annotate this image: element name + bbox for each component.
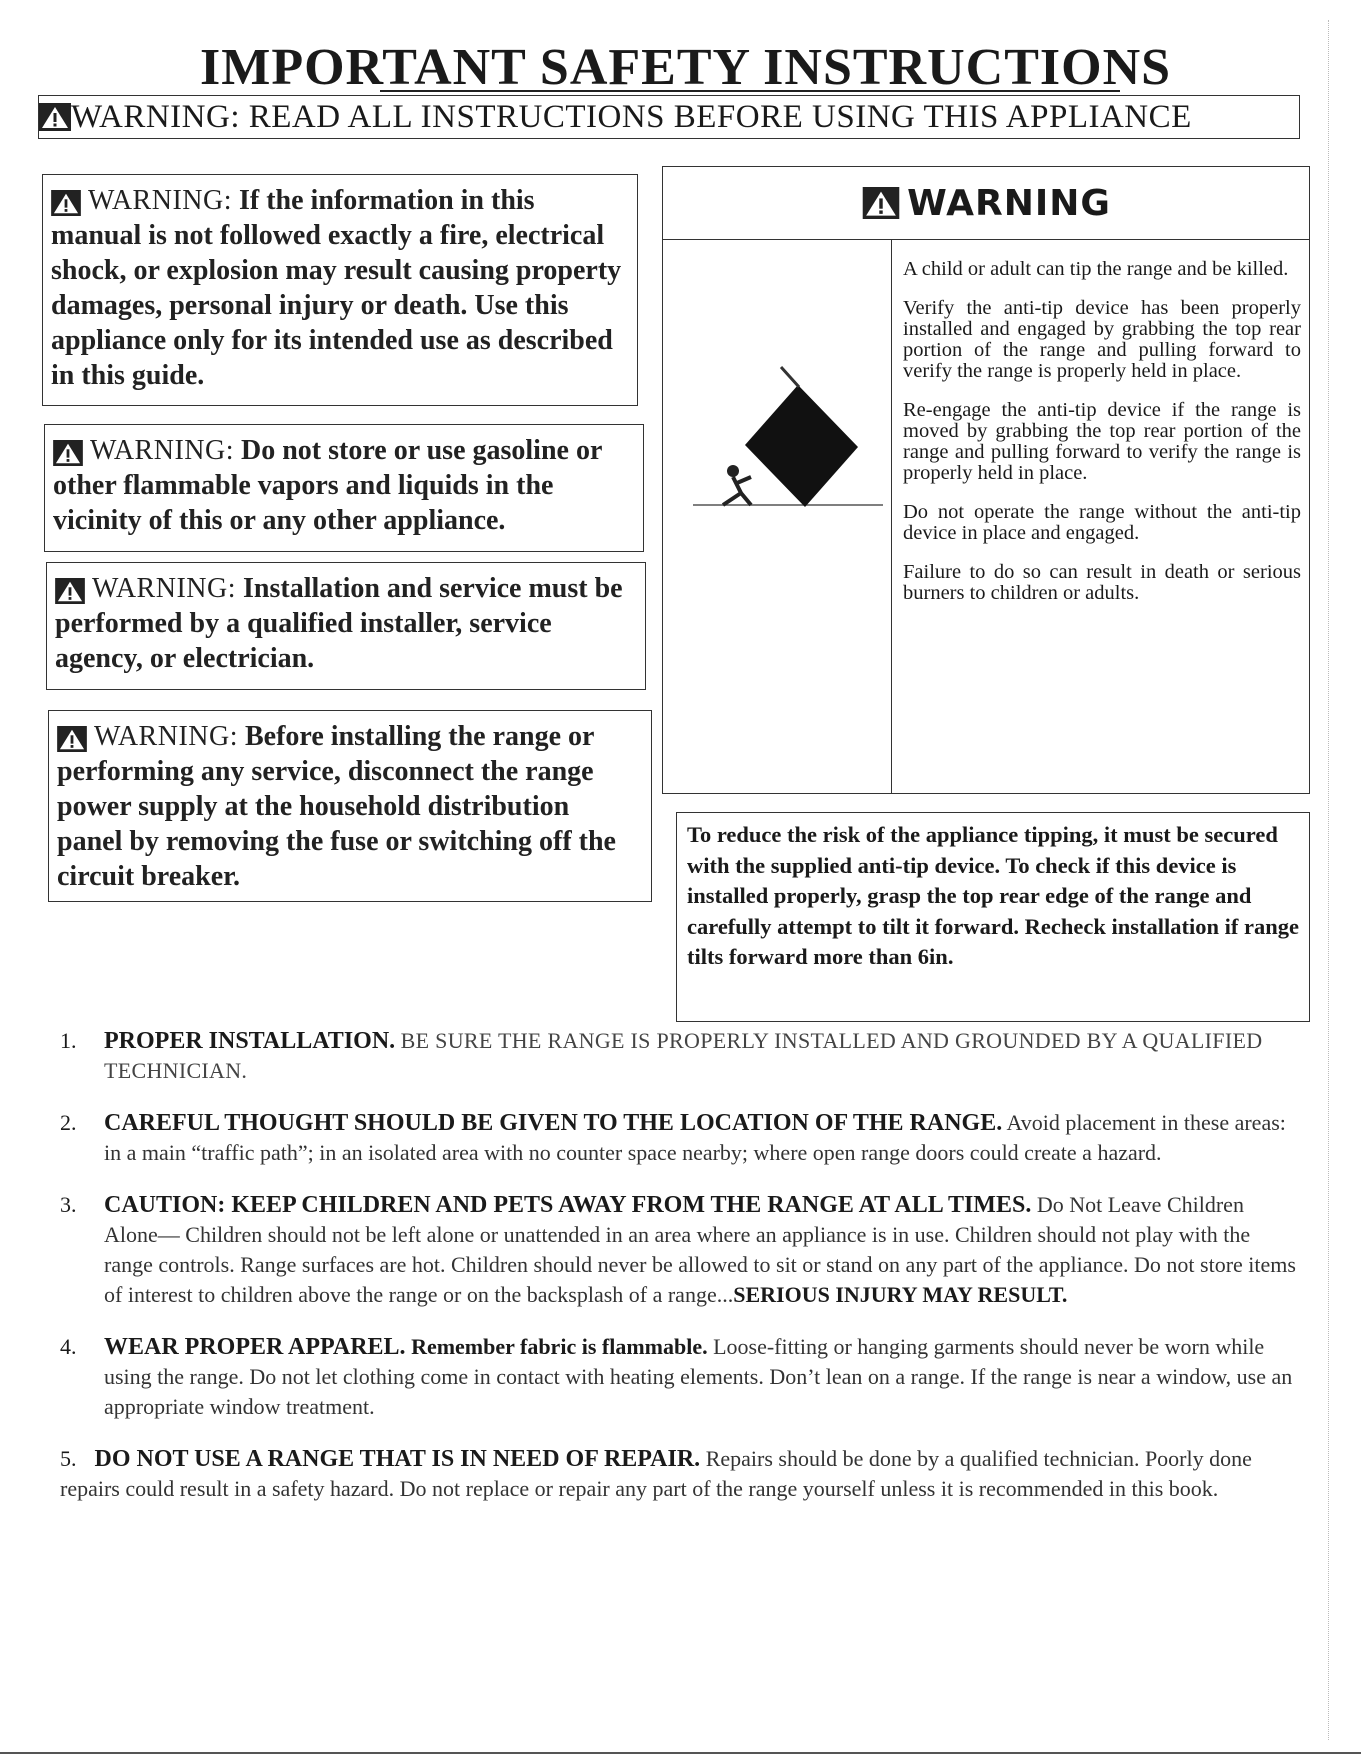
item-emphasis: Remember fabric is flammable. [411, 1334, 708, 1359]
list-item [60, 1444, 1300, 1504]
warning-triangle-icon [53, 440, 83, 466]
title-underline [380, 90, 1120, 92]
warning-text: Before installing the range or performing any service, disconnect the range power supply at the household distribution panel by removing the fuse or switching off the circuit breaker. [57, 721, 616, 892]
item-heading: CAREFUL THOUGHT SHOULD BE GIVEN TO THE LOCATION OF THE RANGE. [104, 1110, 1003, 1136]
warning-text: Installation and service must be performed by a qualified installer, service agency, or electrician. [55, 573, 623, 674]
anti-tip-warning-text [903, 259, 1301, 622]
safety-instructions-list [60, 1026, 1300, 1526]
item-heading: WEAR PROPER APPAREL. [104, 1334, 406, 1360]
item-heading: PROPER INSTALLATION. [104, 1028, 396, 1054]
item-body: Repairs should be done by a qualified technician. Poorly done repairs could result in a safety hazard. Do not replace or repair any part of the range yourself unless it is recommended in this book. [60, 1446, 1252, 1501]
warning-text: Do not store or use gasoline or other flammable vapors and liquids in the vicinity of this or any other appliance. [53, 435, 602, 536]
warning-box-installation [46, 562, 646, 690]
anti-tip-check-note: To reduce the risk of the appliance tipping, it must be secured with the supplied anti-tip device. To check if this device is installed properly, grasp the top rear edge of the range and carefully attempt to tilt it forward. Recheck installation if range tilts forward more than 6in. [676, 812, 1310, 1022]
warning-box-flammables [44, 424, 644, 552]
list-item [60, 1332, 1300, 1422]
item-heading: DO NOT USE A RANGE THAT IS IN NEED OF REPAIR. [94, 1446, 701, 1472]
item-tail: SERIOUS INJURY MAY RESULT. [733, 1282, 1068, 1307]
read-instructions-banner [38, 95, 1300, 139]
warning-box-fire-shock [42, 174, 638, 406]
warning-label: WARNING: [94, 721, 238, 752]
item-body: Do Not Leave Children Alone— Children should not be left alone or unattended in an area where an appliance is in use. Children should not play with the range controls. Range surfaces are hot. Children should never be allowed to sit or stand on any part of the appliance. Do not store items of interest to children above the range or on the backsplash of a range... [104, 1192, 1296, 1307]
item-number: 2. [60, 1110, 77, 1135]
item-number: 4. [60, 1334, 77, 1359]
warning-triangle-icon [57, 726, 87, 752]
list-item [60, 1190, 1300, 1310]
warning-triangle-icon [861, 187, 901, 219]
page-title: IMPORTANT SAFETY INSTRUCTIONS [200, 39, 1172, 96]
anti-tip-paragraph: Failure to do so can result in death or serious burners to children or adults. [903, 561, 1301, 604]
warning-label: WARNING: [88, 185, 232, 216]
warning-label: WARNING: [90, 435, 234, 466]
list-item [60, 1026, 1300, 1086]
anti-tip-warning-header [663, 167, 1309, 240]
list-item [60, 1108, 1300, 1168]
item-body: Avoid placement in these areas: in a main “traffic path”; in an isolated area with no counter space nearby; where open range doors could create a hazard. [104, 1110, 1286, 1165]
range-tip-over-illustration [693, 357, 883, 527]
warning-box-disconnect-power [48, 710, 652, 902]
warning-label: WARNING: [92, 573, 236, 604]
banner-text: WARNING: READ ALL INSTRUCTIONS BEFORE USING THIS APPLIANCE [71, 98, 1192, 135]
item-body: BE SURE THE RANGE IS PROPERLY INSTALLED AND GROUNDED BY A QUALIFIED TECHNICIAN. [104, 1028, 1263, 1083]
warning-triangle-icon [55, 578, 85, 604]
item-number: 1. [60, 1028, 77, 1053]
scan-edge-line [1328, 20, 1329, 1740]
item-number: 5. [60, 1446, 77, 1471]
anti-tip-warning-panel [662, 166, 1310, 794]
page-bottom-edge [0, 1752, 1361, 1754]
anti-tip-paragraph: A child or adult can tip the range and be killed. [903, 258, 1289, 280]
anti-tip-heading: WARNING [907, 182, 1111, 224]
warning-text: If the information in this manual is not followed exactly a fire, electrical shock, or explosion may result causing property damages, personal injury or death. Use this appliance only for its intended use as described in this guide. [51, 185, 622, 391]
anti-tip-paragraph: Re-engage the anti-tip device if the range is moved by grabbing the top rear portion of the range and pulling forward to verify the range is properly held in place. [903, 399, 1301, 484]
panel-divider [891, 239, 892, 793]
warning-triangle-icon [39, 103, 71, 131]
anti-tip-paragraph: Do not operate the range without the anti-tip device in place and engaged. [903, 501, 1301, 544]
warning-triangle-icon [51, 190, 81, 216]
item-heading: CAUTION: KEEP CHILDREN AND PETS AWAY FROM THE RANGE AT ALL TIMES. [104, 1192, 1032, 1218]
item-body: Loose-fitting or hanging garments should never be worn while using the range. Do not let clothing come in contact with heating elements. Don’t lean on a range. If the range is near a window, use an appropriate window treatment. [104, 1334, 1293, 1419]
item-number: 3. [60, 1192, 77, 1217]
anti-tip-paragraph: Verify the anti-tip device has been properly installed and engaged by grabbing the top rear portion of the range and pulling forward to verify the range is properly held in place. [903, 297, 1301, 382]
